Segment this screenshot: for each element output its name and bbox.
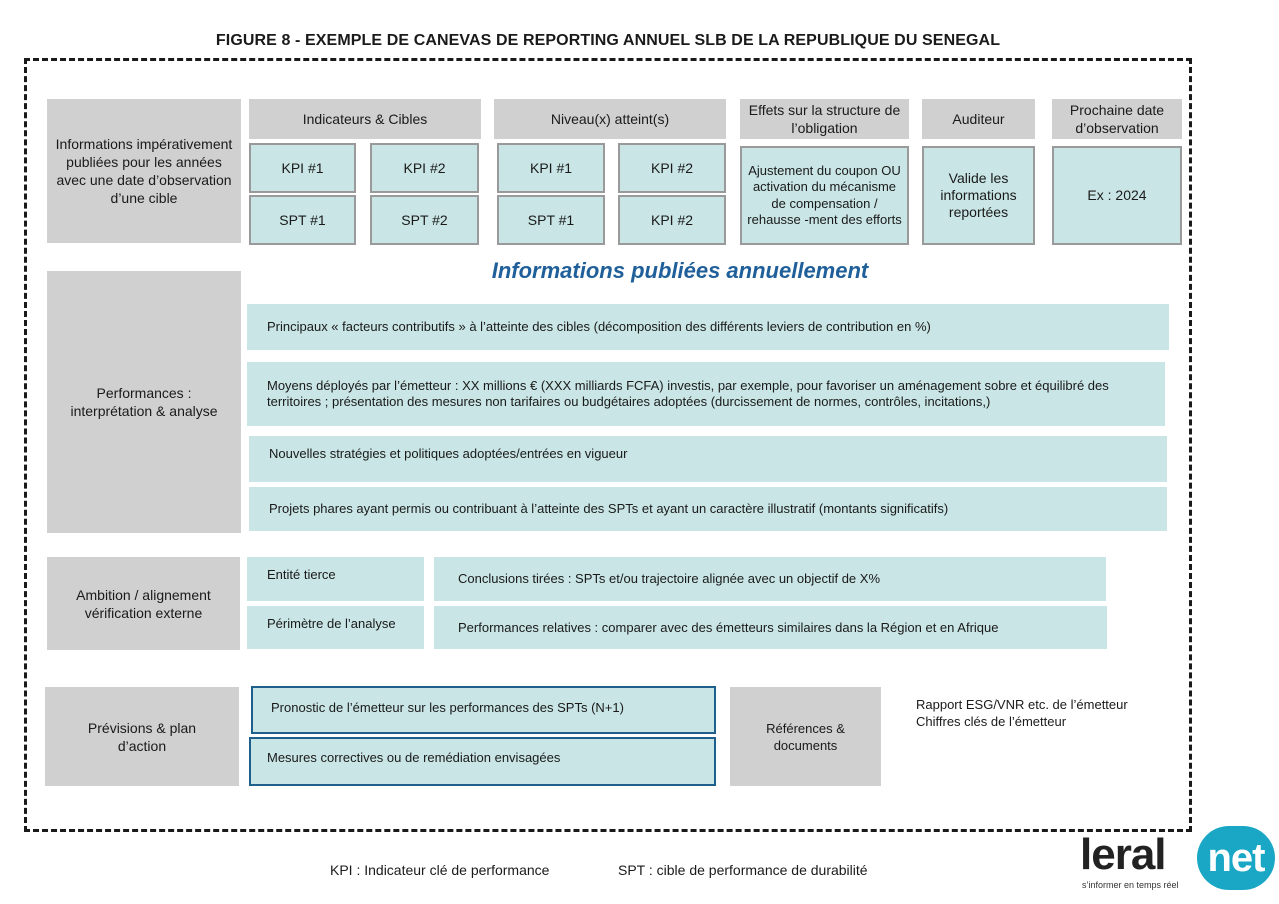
prochaine-body: Ex : 2024 (1052, 146, 1182, 245)
logo-circle-net: net (1197, 826, 1275, 890)
indicateurs-kpi2: KPI #2 (370, 143, 479, 193)
performance-item-4: Projets phares ayant permis ou contribuant à l’atteinte des SPTs et ayant un caractère illustratif (montants significatifs) (249, 487, 1167, 531)
leralnet-logo (1080, 826, 1279, 896)
legend-spt-abbr: SPT : (618, 862, 657, 878)
logo-tagline: s’informer en temps réel (1082, 880, 1179, 890)
legend-spt-definition: cible de performance de durabilité (656, 862, 868, 878)
ambition-entite-tierce: Entité tierce (247, 557, 424, 601)
legend-kpi-definition: Indicateur clé de performance (364, 862, 550, 878)
niveau-kpi1: KPI #1 (497, 143, 605, 193)
indicateurs-spt1: SPT #1 (249, 195, 356, 245)
indicateurs-spt2: SPT #2 (370, 195, 479, 245)
niveau-spt1: SPT #1 (497, 195, 605, 245)
ambition-conclusions: Conclusions tirées : SPTs et/ou trajectoire alignée avec un objectif de X% (434, 557, 1106, 601)
effets-body: Ajustement du coupon OU activation du mécanisme de compensation / rehausse -ment des efforts (740, 146, 909, 245)
ambition-performances-relatives: Performances relatives : comparer avec des émetteurs similaires dans la Région et en Afrique (434, 606, 1107, 649)
previsions-mesures: Mesures correctives ou de remédiation envisagées (249, 737, 716, 786)
label-performances: Performances : interprétation & analyse (47, 271, 241, 533)
label-informations-imperatives: Informations impérativement publiées pour les années avec une date d’observation d’une cible (47, 99, 241, 243)
niveau-kpi2-b: KPI #2 (618, 195, 726, 245)
label-references: Références & documents (730, 687, 881, 786)
header-prochaine-date: Prochaine date d’observation (1052, 99, 1182, 139)
performance-item-3: Nouvelles stratégies et politiques adoptées/entrées en vigueur (249, 436, 1167, 482)
header-niveau-atteint: Niveau(x) atteint(s) (494, 99, 726, 139)
header-indicateurs-cibles: Indicateurs & Cibles (249, 99, 481, 139)
ambition-perimetre: Périmètre de l’analyse (247, 606, 424, 649)
legend-kpi (330, 862, 549, 878)
logo-text-leral: leral (1080, 830, 1166, 879)
label-previsions: Prévisions & plan d’action (45, 687, 239, 786)
previsions-pronostic: Pronostic de l’émetteur sur les performances des SPTs (N+1) (251, 686, 716, 734)
auditeur-body: Valide les informations reportées (922, 146, 1035, 245)
figure-title: FIGURE 8 - EXEMPLE DE CANEVAS DE REPORTING ANNUEL SLB DE LA REPUBLIQUE DU SENEGAL (215, 32, 1001, 49)
header-auditeur: Auditeur (922, 99, 1035, 139)
niveau-kpi2: KPI #2 (618, 143, 726, 193)
references-line-1: Rapport ESG/VNR etc. de l’émetteur (916, 697, 1128, 712)
performance-item-2: Moyens déployés par l’émetteur : XX millions € (XXX milliards FCFA) investis, par exemple, pour favoriser un aménagement sobre et équilibré des territoires ; présentation des mesures non tarifaires ou budgétaires adoptées (durcissement de normes, contrôles, incitations,) (247, 362, 1165, 426)
header-effets-structure: Effets sur la structure de l’obligation (740, 99, 909, 139)
label-ambition: Ambition / alignement vérification externe (47, 557, 240, 650)
legend-kpi-abbr: KPI : (330, 862, 365, 878)
performance-item-1: Principaux « facteurs contributifs » à l’atteinte des cibles (décomposition des différents leviers de contribution en %) (247, 304, 1169, 350)
legend-spt (618, 862, 868, 878)
references-line-2: Chiffres clés de l’émetteur (916, 714, 1067, 729)
annual-section-title: Informations publiées annuellement (491, 258, 869, 283)
indicateurs-kpi1: KPI #1 (249, 143, 356, 193)
